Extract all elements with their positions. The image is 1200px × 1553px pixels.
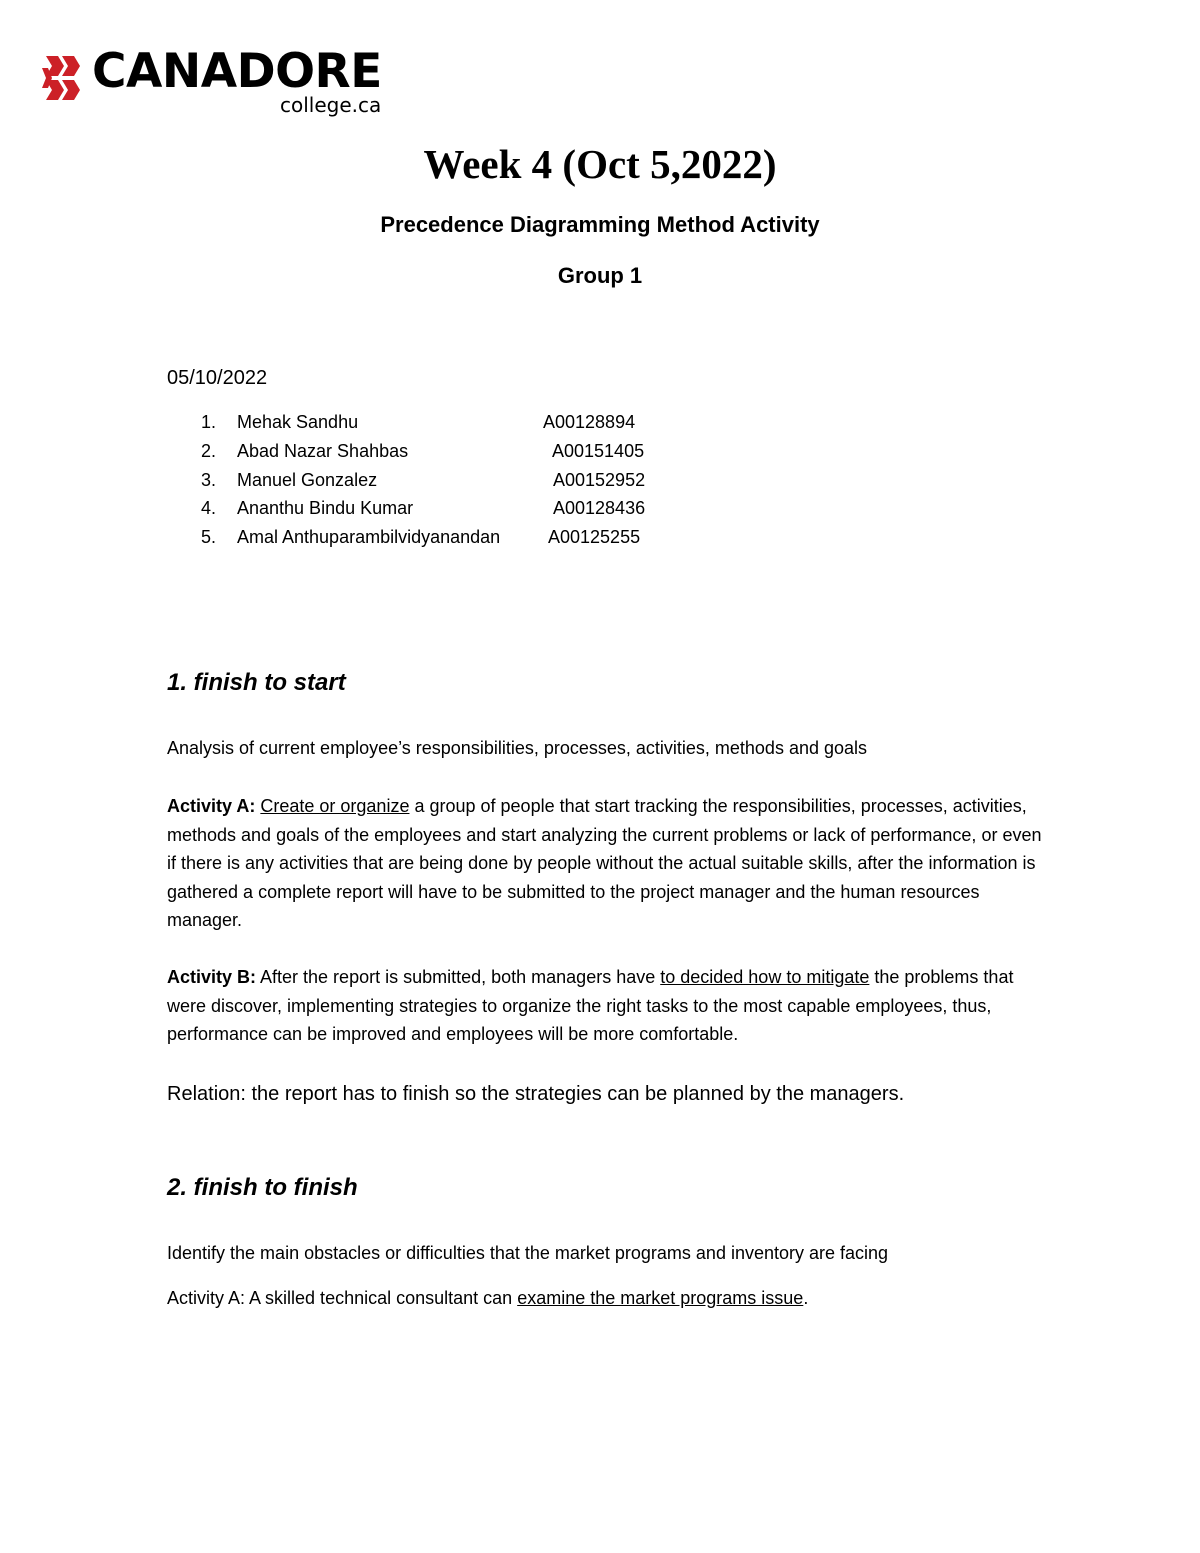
activity-a-underlined: Create or organize bbox=[260, 796, 410, 816]
member-list bbox=[167, 408, 687, 552]
activity-b-text-after: the problems that were discover, implementing strategies to organize the right tasks to the most capable employees, thus, performance can be improved and employees will be more comfortable. bbox=[167, 967, 1014, 1044]
list-item bbox=[167, 408, 687, 437]
canadore-logo bbox=[42, 44, 402, 122]
canadore-logo-mark-icon bbox=[42, 54, 88, 104]
member-id: A00125255 bbox=[548, 527, 641, 548]
activity-a-section2-paragraph bbox=[167, 1284, 1047, 1313]
activity-b-text-before: After the report is submitted, both managers have bbox=[256, 967, 661, 987]
member-id: A00128436 bbox=[553, 498, 646, 519]
activity-b-underlined: to decided how to mitigate bbox=[660, 967, 870, 987]
activity-a2-text-before: Activity A: A skilled technical consultant can bbox=[167, 1288, 518, 1308]
activity-b-paragraph bbox=[167, 963, 1042, 1049]
list-item bbox=[167, 494, 687, 523]
member-id: A00128894 bbox=[543, 412, 636, 432]
activity-b-label: Activity B: bbox=[167, 967, 257, 987]
analysis-paragraph: Analysis of current employee’s responsibilities, processes, activities, methods and goals bbox=[167, 738, 868, 758]
logo-subtext: college.ca bbox=[280, 93, 382, 117]
activity-a-label: Activity A: bbox=[167, 796, 256, 816]
member-name: Manuel Gonzalez bbox=[237, 469, 378, 490]
member-id: A00152952 bbox=[553, 469, 646, 490]
section-heading-finish-to-finish: 2. finish to finish bbox=[167, 1174, 358, 1201]
list-item bbox=[167, 437, 687, 466]
logo-wordmark: CANADORE bbox=[92, 44, 382, 99]
member-name: Amal Anthuparambilvidyanandan bbox=[237, 527, 501, 548]
activity-a2-underlined: examine the market programs issue bbox=[517, 1288, 804, 1308]
page-title: Week 4 (Oct 5,2022) bbox=[423, 141, 777, 187]
list-number: 5. bbox=[201, 527, 217, 548]
member-id: A00151405 bbox=[552, 440, 645, 461]
list-number: 3. bbox=[201, 469, 217, 490]
relation-paragraph: Relation: the report has to finish so the strategies can be planned by the managers. bbox=[167, 1083, 905, 1105]
list-number: 1. bbox=[201, 412, 217, 432]
identify-paragraph: Identify the main obstacles or difficulties that the market programs and inventory are facing bbox=[167, 1243, 889, 1263]
section-heading-finish-to-start: 1. finish to start bbox=[167, 669, 346, 696]
activity-a-paragraph bbox=[167, 792, 1042, 935]
list-item bbox=[167, 523, 687, 552]
activity-a-text: a group of people that start tracking the responsibilities, processes, activities, methods and goals of the employees and start analyzing the current problems or lack of performance, or even if there is any activities that are being done by people without the actual suitable skills, after the information is gathered a complete report will have to be submitted to the project manager and the human resources manager. bbox=[167, 796, 1042, 930]
activity-a2-text-after: . bbox=[803, 1288, 809, 1308]
page-subtitle: Precedence Diagramming Method Activity bbox=[380, 212, 820, 237]
member-name: Ananthu Bindu Kumar bbox=[237, 498, 414, 519]
group-label: Group 1 bbox=[557, 263, 643, 288]
list-number: 4. bbox=[201, 498, 217, 519]
list-item bbox=[167, 466, 687, 495]
list-number: 2. bbox=[201, 440, 217, 461]
member-name: Abad Nazar Shahbas bbox=[237, 440, 409, 461]
document-date: 05/10/2022 bbox=[167, 367, 268, 389]
member-name: Mehak Sandhu bbox=[237, 412, 359, 432]
